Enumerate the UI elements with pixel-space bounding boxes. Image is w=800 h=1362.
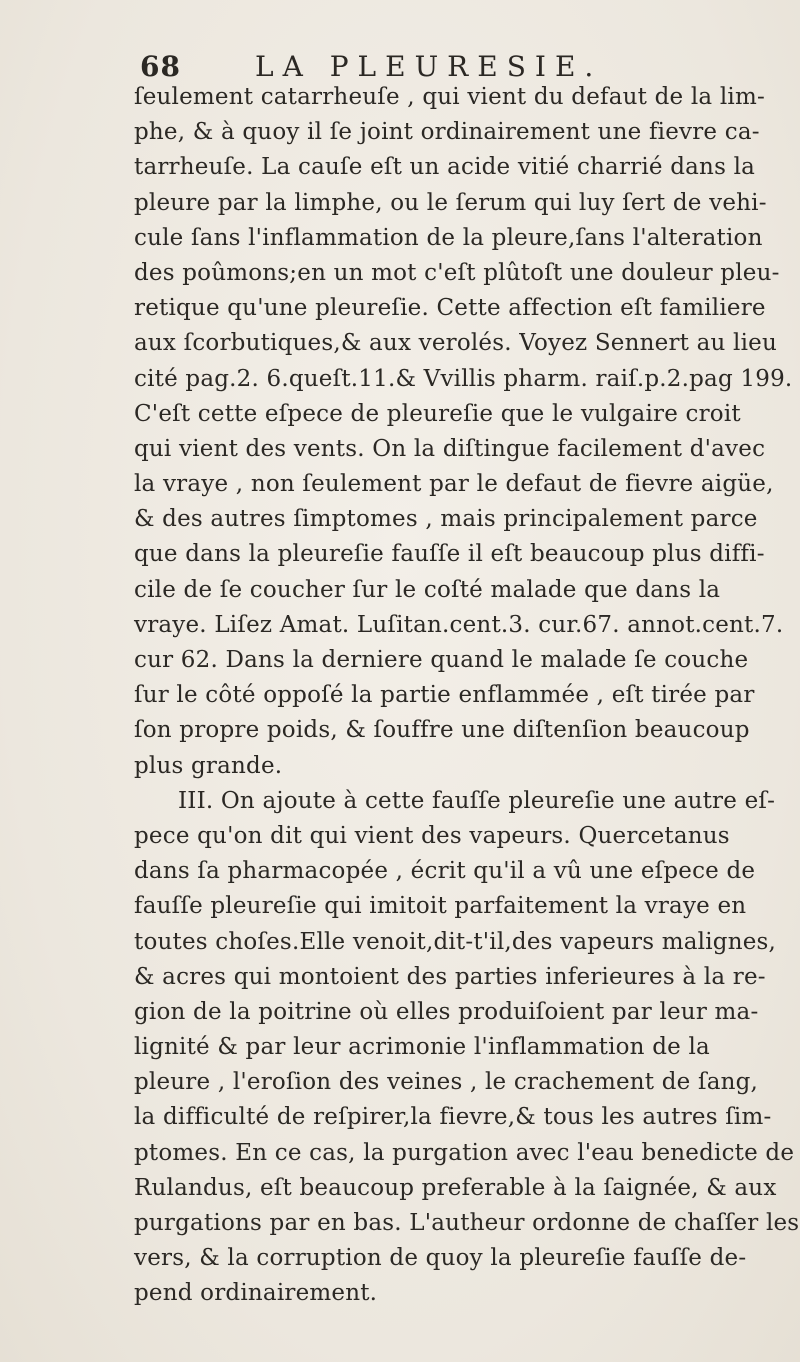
text-line: pleure par la limphe, ou le ſerum qui luy ſert de vehi- <box>134 189 767 216</box>
text-line: dans ſa pharmacopée , écrit qu'il a vû une eſpece de <box>134 858 756 885</box>
body-text <box>134 80 800 1312</box>
text-line: ſeulement catarrheuſe , qui vient du defaut de la lim- <box>134 84 765 110</box>
text-line: gion de la poitrine où elles produiſoient par leur ma- <box>134 998 759 1025</box>
text-line: qui vient des vents. On la diſtingue facilement d'avec <box>134 435 766 462</box>
text-line: & acres qui montoient des parties inferieures à la re- <box>134 963 766 990</box>
text-line: fauſſe pleureſie qui imitoit parfaitement la vraye en <box>134 893 747 920</box>
text-line: cité pag.2. 6.queſt.11.& Vvillis pharm. raiſ.p.2.pag 199. <box>134 365 793 392</box>
text-line: des poûmons;en un mot c'eſt plûtoſt une douleur pleu- <box>134 259 780 286</box>
page-number: 68 <box>140 50 181 83</box>
text-line: lignité & par leur acrimonie l'inflammation de la <box>134 1034 710 1061</box>
text-line: phe, & à quoy il ſe joint ordinairement une fievre ca- <box>134 119 760 146</box>
text-line: aux ſcorbutiques,& aux verolés. Voyez Sennert au lieu <box>134 330 777 357</box>
text-line: cur 62. Dans la derniere quand le malade ſe couche <box>134 647 749 673</box>
text-line: cile de ſe coucher ſur le coſté malade que dans la <box>134 576 721 603</box>
text-line: vraye. Liſez Amat. Luſitan.cent.3. cur.67. annot.cent.7. <box>134 611 784 638</box>
text-line: purgations par en bas. L'autheur ordonne de chaſſer les <box>134 1210 800 1236</box>
text-line: ſon propre poids, & ſouffre une diſtenſion beaucoup <box>134 717 750 744</box>
text-line: & des autres ſimptomes , mais principalement parce <box>134 506 758 533</box>
text-line: pleure , l'eroſion des veines , le crachement de ſang, <box>134 1069 759 1096</box>
text-line: cule ſans l'inflammation de la pleure,ſans l'alteration <box>134 224 763 251</box>
text-line: ptomes. En ce cas, la purgation avec l'eau benedicte de <box>134 1139 795 1166</box>
running-title: LA PLEURESIE. <box>255 50 603 83</box>
text-line: retique qu'une pleureſie. Cette affection eſt familiere <box>134 295 766 322</box>
text-line: pece qu'on dit qui vient des vapeurs. Quercetanus <box>134 822 730 849</box>
text-line: toutes choſes.Elle venoit,dit-t'il,des vapeurs malignes, <box>134 928 777 955</box>
text-line: que dans la pleureſie fauſſe il eſt beaucoup plus diffi- <box>134 541 765 568</box>
text-line: plus grande. <box>134 752 283 779</box>
text-line: C'eſt cette eſpece de pleureſie que le vulgaire croit <box>134 400 741 427</box>
text-line: pend ordinairement. <box>134 1280 378 1307</box>
text-line: ſur le côté oppoſé la partie enflammée , eſt tirée par <box>134 682 755 709</box>
text-line: Rulandus, eſt beaucoup preferable à la ſaignée, & aux <box>134 1174 777 1201</box>
text-line: la difficulté de reſpirer,la fievre,& tous les autres ſim- <box>134 1104 772 1131</box>
text-line: la vraye , non ſeulement par le defaut de fievre aigüe, <box>134 471 774 498</box>
text-line: vers, & la corruption de quoy la pleureſie fauſſe de- <box>134 1245 747 1272</box>
text-line: tarrheuſe. La cauſe eſt un acide vitié charrié dans la <box>134 154 756 181</box>
text-line: III. On ajoute à cette fauſſe pleureſie une autre eſ- <box>178 787 776 814</box>
